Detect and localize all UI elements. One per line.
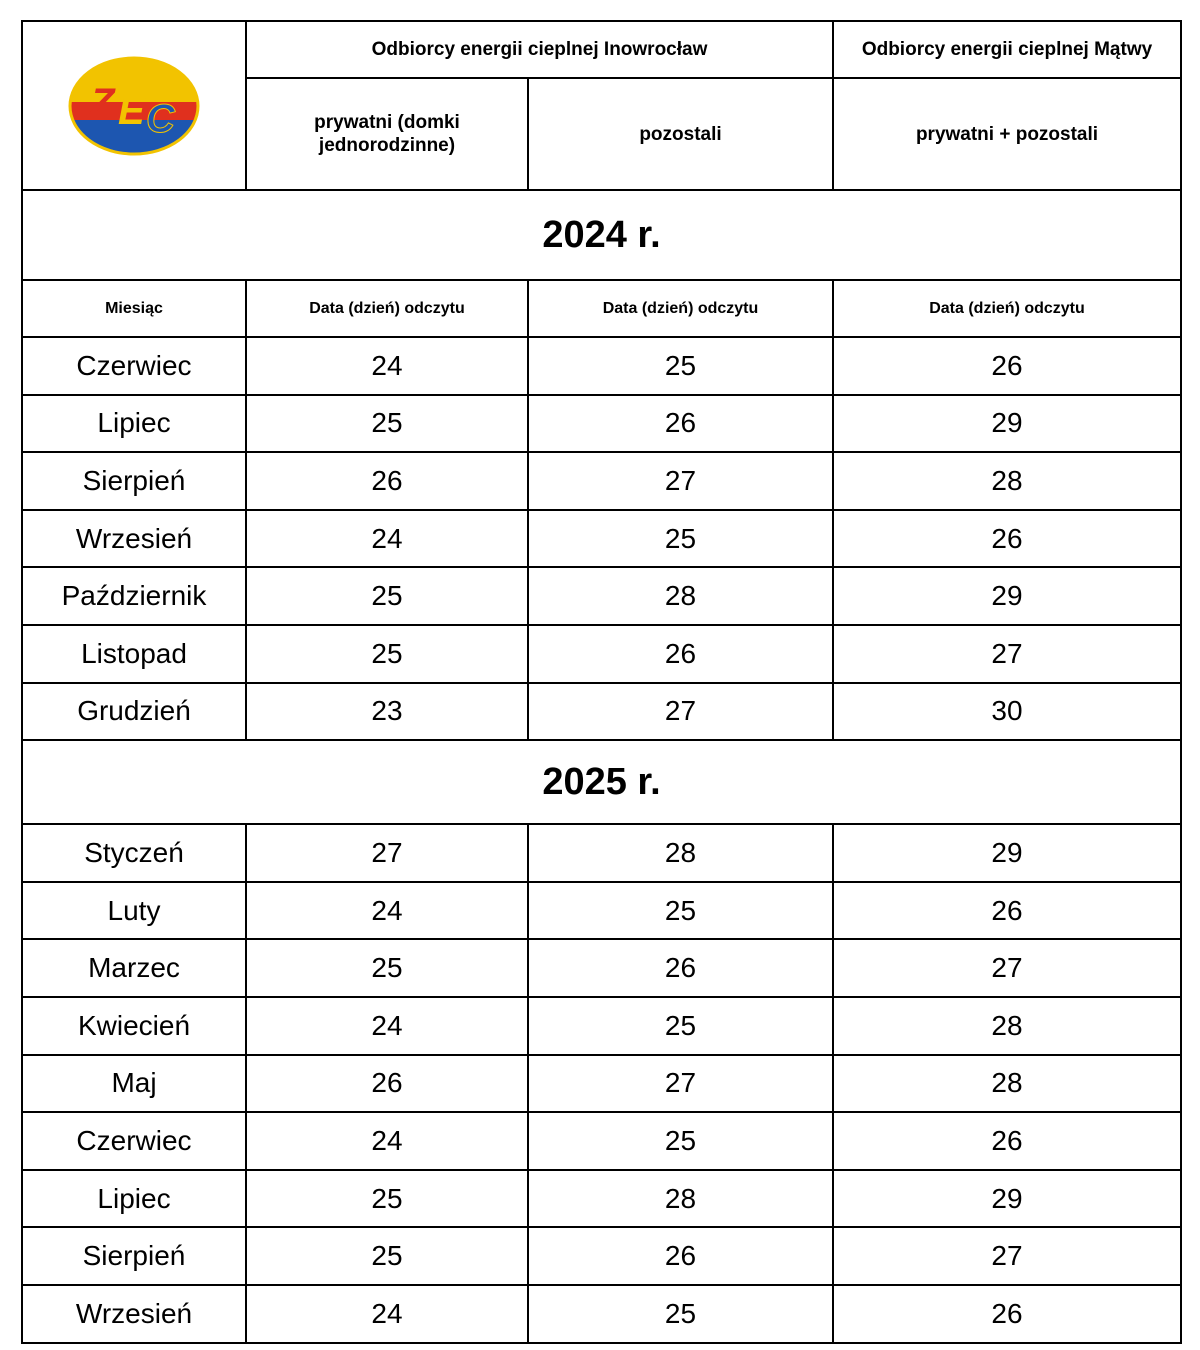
reading-day-cell: 26 <box>833 337 1181 395</box>
logo-cell <box>22 21 246 190</box>
reading-day-cell: 25 <box>246 1170 528 1228</box>
table-row <box>22 1112 1181 1170</box>
reading-day-cell: 29 <box>833 1170 1181 1228</box>
table-row <box>22 395 1181 453</box>
reading-day-cell: 28 <box>528 1170 833 1228</box>
reading-day-cell: 25 <box>246 395 528 453</box>
table-row <box>22 1285 1181 1343</box>
reading-day-cell: 26 <box>528 939 833 997</box>
month-cell: Lipiec <box>22 1170 246 1228</box>
month-cell: Czerwiec <box>22 337 246 395</box>
reading-day-cell: 25 <box>528 997 833 1055</box>
reading-day-cell: 30 <box>833 683 1181 741</box>
month-cell: Marzec <box>22 939 246 997</box>
month-cell: Kwiecień <box>22 997 246 1055</box>
table-row <box>22 1170 1181 1228</box>
reading-day-cell: 25 <box>246 625 528 683</box>
month-cell: Październik <box>22 567 246 625</box>
reading-day-cell: 27 <box>833 1227 1181 1285</box>
subgroup-all: prywatni + pozostali <box>833 78 1181 190</box>
reading-day-cell: 25 <box>528 510 833 568</box>
reading-day-cell: 28 <box>528 824 833 882</box>
reading-day-cell: 23 <box>246 683 528 741</box>
svg-text:Z: Z <box>90 80 115 125</box>
reading-day-cell: 27 <box>833 939 1181 997</box>
reading-day-cell: 26 <box>833 882 1181 940</box>
reading-day-cell: 24 <box>246 1285 528 1343</box>
svg-text:C: C <box>146 96 175 141</box>
reading-day-cell: 27 <box>528 683 833 741</box>
reading-day-cell: 24 <box>246 997 528 1055</box>
month-cell: Czerwiec <box>22 1112 246 1170</box>
table-row <box>22 882 1181 940</box>
table-row <box>22 337 1181 395</box>
subgroup-private: prywatni (domki jednorodzinne) <box>246 78 528 190</box>
month-cell: Wrzesień <box>22 1285 246 1343</box>
column-header-month: Miesiąc <box>22 280 246 337</box>
reading-day-cell: 28 <box>833 452 1181 510</box>
reading-day-cell: 28 <box>833 997 1181 1055</box>
year-label: 2025 r. <box>22 740 1181 824</box>
reading-day-cell: 27 <box>528 452 833 510</box>
reading-day-cell: 24 <box>246 510 528 568</box>
reading-day-cell: 24 <box>246 882 528 940</box>
header-row-groups <box>22 21 1181 78</box>
table-row <box>22 1227 1181 1285</box>
month-cell: Luty <box>22 882 246 940</box>
table-row <box>22 1055 1181 1113</box>
reading-day-cell: 27 <box>528 1055 833 1113</box>
reading-day-cell: 29 <box>833 824 1181 882</box>
zec-logo <box>68 56 200 156</box>
reading-day-cell: 28 <box>528 567 833 625</box>
reading-day-cell: 27 <box>833 625 1181 683</box>
reading-day-cell: 24 <box>246 1112 528 1170</box>
reading-day-cell: 26 <box>528 1227 833 1285</box>
reading-day-cell: 25 <box>528 1285 833 1343</box>
reading-day-cell: 25 <box>246 1227 528 1285</box>
svg-text:E: E <box>118 88 145 133</box>
table-row <box>22 510 1181 568</box>
year-label: 2024 r. <box>22 190 1181 280</box>
subgroup-other: pozostali <box>528 78 833 190</box>
reading-day-cell: 25 <box>528 1112 833 1170</box>
table-row <box>22 997 1181 1055</box>
reading-day-cell: 25 <box>246 567 528 625</box>
group-matwy: Odbiorcy energii cieplnej Mątwy <box>833 21 1181 78</box>
reading-day-cell: 26 <box>246 452 528 510</box>
table-row <box>22 683 1181 741</box>
column-header-date: Data (dzień) odczytu <box>528 280 833 337</box>
month-cell: Sierpień <box>22 452 246 510</box>
month-cell: Styczeń <box>22 824 246 882</box>
reading-day-cell: 26 <box>833 1112 1181 1170</box>
table-row <box>22 939 1181 997</box>
month-cell: Lipiec <box>22 395 246 453</box>
year-row <box>22 740 1181 824</box>
reading-day-cell: 26 <box>833 510 1181 568</box>
reading-day-cell: 26 <box>833 1285 1181 1343</box>
year-row <box>22 190 1181 280</box>
reading-day-cell: 25 <box>528 337 833 395</box>
month-cell: Wrzesień <box>22 510 246 568</box>
reading-day-cell: 25 <box>528 882 833 940</box>
table-row <box>22 452 1181 510</box>
table-row <box>22 567 1181 625</box>
reading-day-cell: 26 <box>528 625 833 683</box>
reading-day-cell: 28 <box>833 1055 1181 1113</box>
reading-day-cell: 27 <box>246 824 528 882</box>
month-cell: Listopad <box>22 625 246 683</box>
reading-day-cell: 24 <box>246 337 528 395</box>
reading-day-cell: 29 <box>833 567 1181 625</box>
table-row <box>22 625 1181 683</box>
reading-day-cell: 29 <box>833 395 1181 453</box>
reading-schedule-table <box>21 20 1182 1344</box>
column-header-row <box>22 280 1181 337</box>
reading-day-cell: 25 <box>246 939 528 997</box>
reading-day-cell: 26 <box>246 1055 528 1113</box>
month-cell: Maj <box>22 1055 246 1113</box>
month-cell: Sierpień <box>22 1227 246 1285</box>
group-inowroclaw: Odbiorcy energii cieplnej Inowrocław <box>246 21 833 78</box>
reading-day-cell: 26 <box>528 395 833 453</box>
column-header-date: Data (dzień) odczytu <box>246 280 528 337</box>
month-cell: Grudzień <box>22 683 246 741</box>
table-row <box>22 824 1181 882</box>
column-header-date: Data (dzień) odczytu <box>833 280 1181 337</box>
